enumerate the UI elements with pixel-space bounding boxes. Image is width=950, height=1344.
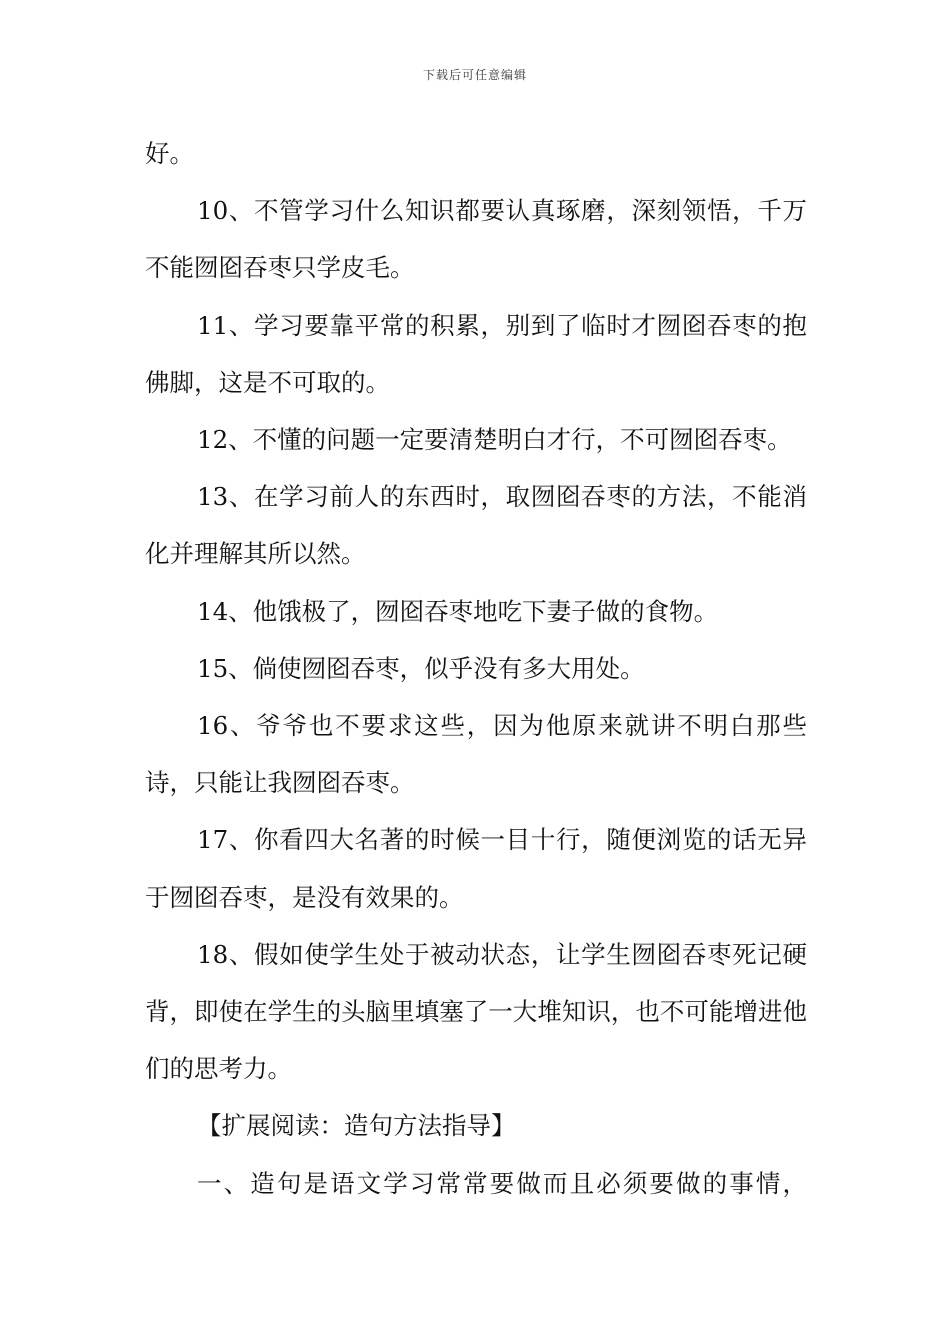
paragraph-item-10: 10、不管学习什么知识都要认真琢磨，深刻领悟，千万不能囫囵吞枣只学皮毛。 <box>145 196 807 283</box>
paragraph-item-11: 11、学习要靠平常的积累，别到了临时才囫囵吞枣的抱佛脚，这是不可取的。 <box>145 310 807 397</box>
page-header: 下载后可任意编辑 <box>422 68 527 82</box>
document-body <box>145 125 807 1212</box>
paragraph-method-1: 一、造句是语文学习常常要做而且必须要做的事情， <box>197 1168 807 1198</box>
paragraph-continuation: 好。 <box>145 139 194 168</box>
paragraph-item-16: 16、爷爷也不要求这些，因为他原来就讲不明白那些诗，只能让我囫囵吞枣。 <box>145 711 807 798</box>
paragraph-item-18: 18、假如使学生处于被动状态，让学生囫囵吞枣死记硬背，即使在学生的头脑里填塞了一大堆知识，也不可能增进他们的思考力。 <box>145 939 807 1084</box>
paragraph-item-15: 15、倘使囫囵吞枣，似乎没有多大用处。 <box>197 653 645 683</box>
paragraph-item-13: 13、在学习前人的东西时，取囫囵吞枣的方法，不能消化并理解其所以然。 <box>145 482 807 569</box>
section-heading-extended-reading: 【扩展阅读：造句方法指导】 <box>197 1111 516 1141</box>
paragraph-item-17: 17、你看四大名著的时候一目十行，随便浏览的话无异于囫囵吞枣，是没有效果的。 <box>145 825 807 912</box>
paragraph-item-12: 12、不懂的问题一定要清楚明白才行，不可囫囵吞枣。 <box>197 425 792 455</box>
paragraph-item-14: 14、他饿极了，囫囵吞枣地吃下妻子做的食物。 <box>197 596 719 626</box>
